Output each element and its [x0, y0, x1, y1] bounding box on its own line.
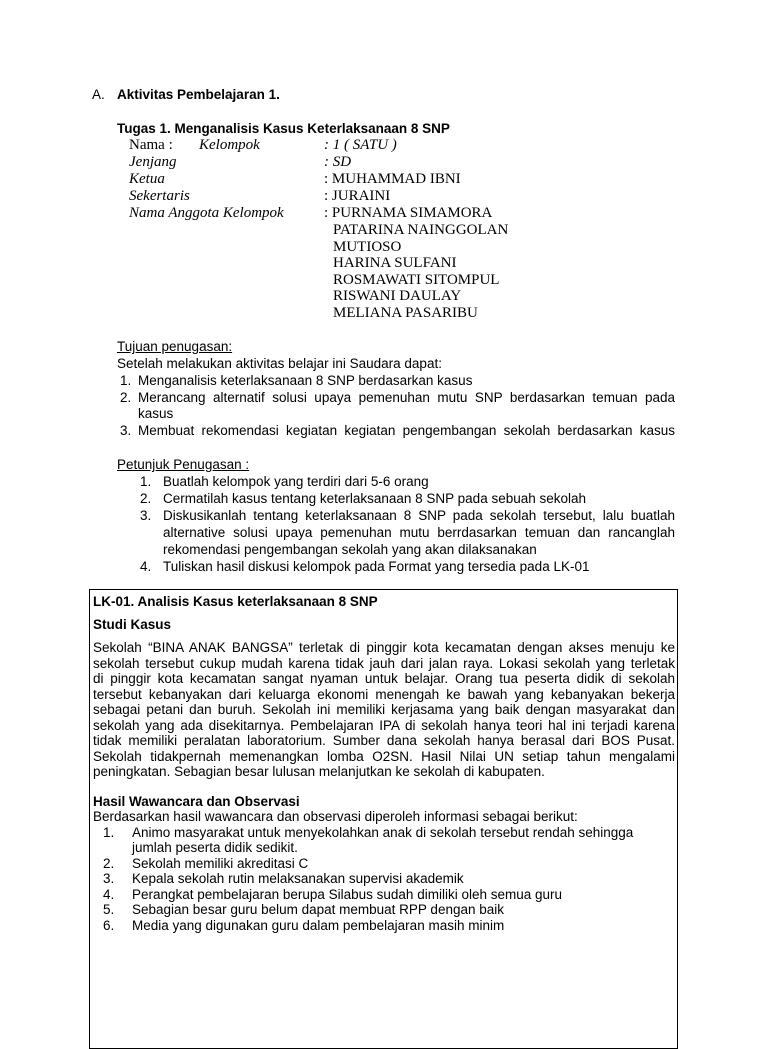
tujuan-heading: Tujuan penugasan: [117, 339, 233, 354]
petunjuk-num: 1. [140, 474, 152, 489]
hasil-intro: Berdasarkan hasil wawancara dan observasi diperoleh informasi sebagai berikut: [93, 809, 578, 824]
studi-line: sekolah tersebut cukup mudah karena tidak jauh dari jalan raya. Lokasi sekolah yang terletak [93, 656, 675, 671]
petunjuk-num: 2. [140, 491, 152, 506]
studi-line: sekolah yang ada disekitarnya. Pembelajaran IPA di sekolah hanya teori hal ini terjadi karena [93, 718, 675, 733]
member-name: ROSMAWATI SITOMPUL [333, 272, 500, 288]
member-name: RISWANI DAULAY [333, 288, 462, 304]
hasil-heading: Hasil Wawancara dan Observasi [93, 794, 300, 809]
petunjuk-num: 4. [140, 559, 152, 574]
studi-line: sebagai petani dan buruh. Sekolah ini memiliki kerjasama yang baik dengan masyarakat dan [93, 702, 675, 717]
hasil-text: Kepala sekolah rutin melaksanakan supervisi akademik [132, 871, 464, 886]
jenjang-label: Jenjang [129, 154, 177, 170]
petunjuk-text: Diskusikanlah tentang keterlaksanaan 8 SNP pada sekolah tersebut, lalu buatlah [163, 508, 675, 523]
tujuan-num: 2. [120, 390, 132, 405]
tujuan-num: 1. [120, 373, 132, 388]
tujuan-num: 3. [120, 423, 132, 438]
sekertaris-label: Sekertaris [129, 188, 190, 204]
petunjuk-num: 3. [140, 508, 152, 523]
lk-title: LK-01. Analisis Kasus keterlaksanaan 8 SNP [93, 594, 378, 609]
hasil-num: 6. [103, 918, 115, 933]
studi-line: peningkatan. Sebagian besar lulusan melanjutkan ke sekolah di kabupaten. [93, 764, 545, 779]
studi-line: Sekolah “BINA ANAK BANGSA” terletak di pinggir kota kecamatan dengan akses menuju ke [93, 640, 675, 655]
petunjuk-text: rekomendasi pengembangan sekolah yang akan dilaksanakan [163, 542, 537, 557]
kelompok-value: : 1 ( SATU ) [324, 137, 397, 153]
studi-line: tidak memiliki peralatan laboratorium. Sumber dana sekolah hanya berasal dari BOS Pusat. [93, 733, 675, 748]
hasil-text: Sebagian besar guru belum dapat membuat RPP dengan baik [132, 902, 505, 917]
jenjang-value: : SD [324, 154, 352, 170]
nama-label: Nama : [129, 137, 173, 153]
member-name: HARINA SULFANI [333, 255, 457, 271]
petunjuk-text: alternative solusi upaya pemenuhan mutu berrdasarkan temuan dan rancanglah [163, 525, 675, 540]
hasil-text: Sekolah memiliki akreditasi C [132, 856, 309, 871]
studi-line: tersebut kebanyakan dari keluarga ekonomi menengah ke bawah yang kebanyakan bekerja [93, 687, 675, 702]
member-name: PATARINA NAINGGOLAN [333, 222, 509, 238]
studi-kasus-heading: Studi Kasus [93, 617, 172, 632]
hasil-text: Media yang digunakan guru dalam pembelajaran masih minim [132, 918, 505, 933]
hasil-num: 4. [103, 887, 115, 902]
studi-line: Sekolah tidakpernah memenangkan lomba O2SN. Hasil Nilai UN setiap tahun mengalami [93, 749, 675, 764]
anggota-label: Nama Anggota Kelompok [129, 205, 284, 221]
hasil-text: Animo masyarakat untuk menyekolahkan anak di sekolah tersebut rendah sehingga [132, 825, 634, 840]
hasil-num: 1. [103, 825, 115, 840]
hasil-num: 5. [103, 902, 115, 917]
petunjuk-text: Buatlah kelompok yang terdiri dari 5-6 orang [163, 474, 429, 489]
task-title: Tugas 1. Menganalisis Kasus Keterlaksanaan 8 SNP [117, 121, 450, 136]
petunjuk-text: Tuliskan hasil diskusi kelompok pada Format yang tersedia pada LK-01 [163, 559, 590, 574]
kelompok-label: Kelompok [199, 137, 260, 153]
tujuan-text: kasus [138, 406, 174, 421]
hasil-text: Perangkat pembelajaran berupa Silabus sudah dimiliki oleh semua guru [132, 887, 563, 902]
member-name: MELIANA PASARIBU [333, 305, 478, 321]
petunjuk-text: Cermatilah kasus tentang keterlaksanaan 8 SNP pada sebuah sekolah [163, 491, 587, 506]
member-name: MUTIOSO [333, 239, 402, 255]
hasil-text: jumlah peserta didik sedikit. [132, 840, 298, 855]
ketua-value: : MUHAMMAD IBNI [324, 171, 461, 187]
petunjuk-heading: Petunjuk Penugasan : [117, 457, 250, 472]
tujuan-text: Menganalisis keterlaksanaan 8 SNP berdasarkan kasus [138, 373, 473, 388]
tujuan-text: Merancang alternatif solusi upaya pemenuhan mutu SNP berdasarkan temuan pada [138, 390, 675, 405]
ketua-label: Ketua [129, 171, 165, 187]
sekertaris-value: : JURAINI [324, 188, 391, 204]
tujuan-text: Membuat rekomendasi kegiatan kegiatan pengembangan sekolah berdasarkan kasus [138, 423, 675, 438]
hasil-num: 3. [103, 871, 115, 886]
hasil-num: 2. [103, 856, 115, 871]
section-title: Aktivitas Pembelajaran 1. [117, 87, 280, 102]
anggota-value: : PURNAMA SIMAMORA [324, 205, 493, 221]
section-letter: A. [92, 87, 105, 102]
tujuan-intro: Setelah melakukan aktivitas belajar ini Saudara dapat: [117, 356, 442, 371]
studi-line: di pinggir kota kecamatan sangat nyaman untuk belajar. Orang tua peserta didik di sekolah [93, 671, 675, 686]
